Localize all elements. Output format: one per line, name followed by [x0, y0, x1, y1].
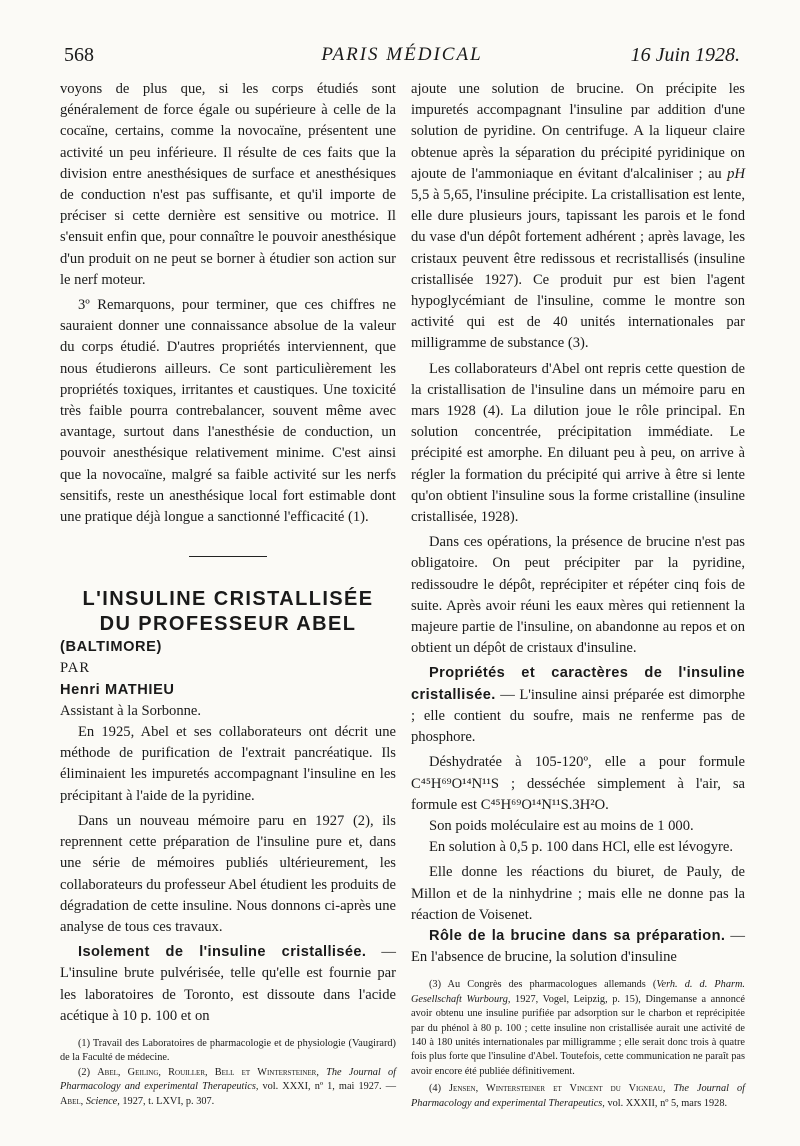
chemical-formula: C⁴⁵H⁶⁹O¹⁴N¹¹S.3H²O.	[480, 796, 609, 813]
paragraph-text: — L'insuline brute pulvérisée, telle qu'elle est fournie par les laboratoires de Toronto, est dissoute dans l'acide acétique à 10 p. 100 et on	[60, 944, 396, 1024]
footnote-text: 1927, t. LXVI, p. 307.	[122, 1095, 215, 1107]
left-column	[60, 79, 396, 1109]
paragraph: 3º Remarquons, pour terminer, que ces chiffres ne sauraient donner une connaissance absolue de la valeur du corps étudié. D'autres propriétés interviennent, que nous étudierons ailleurs. Ce sont particulièrement les propriétés toxiques, irritantes et caustiques. Une toxicité très faible pourra contrebalancer, souvent même avec avantage, surtout dans l'anesthésie de conduction, un pouvoir anesthésique relativement minime. C'est ainsi que la novocaïne, malgré sa faible activité sur les nerfs sensitifs, reste un anesthésique local fort estimable dont une pratique déjà longue a sanctionné l'efficacité (1).	[60, 297, 396, 526]
paragraph: Son poids moléculaire est au moins de 1 000.	[429, 817, 694, 834]
section-heading: Isolement de l'insuline cristallisée.	[78, 944, 367, 961]
footnote-journal: Science,	[85, 1095, 120, 1107]
footnote-authors: Abel, Geiling, Rouiller, Bell et Wintersteiner,	[97, 1066, 319, 1078]
footnote-text: 1927, Vogel, Leipzig, p. 15), Dingemanse a annoncé avoir obtenu une insuline purifiée par adsorption sur le charbon et reprécipitée par du phénol à 80 p. 100 ; cette insuline non cristallisée aurait une activité de 140 à 180 unités internationales par milligramme ; elle serait donc trois à quatre fois plus forte que l'insuline d'Abel. Toutefois, cette communication ne paraît pas avoir encore été publiée définitivement.	[411, 993, 745, 1077]
paragraph-text: Déshydratée à 105-120º, elle a pour formule	[429, 754, 745, 771]
author-affiliation: Assistant à la Sorbonne.	[60, 702, 202, 719]
footnote-3	[411, 978, 745, 1079]
chemical-formula: C⁴⁵H⁶⁹O¹⁴N¹¹S	[411, 775, 500, 792]
paragraph	[411, 752, 745, 816]
footnotes	[60, 1037, 396, 1109]
footnote-number: (4)	[429, 1083, 450, 1095]
footnote-1: (1) Travail des Laboratoires de pharmacologie et de physiologie (Vaugirard) de la Faculté de médecine.	[60, 1037, 396, 1064]
paragraph-text: ; desséchée simplement à l'air, sa formule est	[411, 775, 745, 813]
paragraph: En solution à 0,5 p. 100 dans HCl, elle est lévogyre.	[429, 839, 733, 856]
running-header	[64, 44, 740, 70]
paragraph-text: — L'insuline ainsi préparée est dimorphe ; elle contient du soufre, mais ne renferme pas de phosphore.	[411, 686, 745, 746]
footnote-2	[60, 1066, 396, 1109]
paragraph-text: — En l'absence de brucine, la solution d'insuline	[411, 927, 745, 966]
footnote-journal: The Journal of Pharmacology and experimental Therapeutics,	[60, 1066, 396, 1093]
footnote-number: (2)	[78, 1066, 98, 1078]
paragraph	[411, 663, 745, 748]
footnote-authors: Jensen, Wintersteiner et Vincent du Vigneau,	[449, 1083, 666, 1095]
section-heading: Propriétés et caractères de l'insuline cristallisée.	[411, 665, 745, 703]
footnote-4	[411, 1082, 745, 1111]
article-title	[60, 587, 396, 637]
section-divider	[189, 556, 267, 557]
paragraph-text: 5,5 à 5,65, l'insuline précipite. La cristallisation est lente, elle dure plusieurs jours, tapissant les parois et le fond du vase d'un dépôt fortement adhérent ; après lavage, les cristaux peuvent être redissous et recristallisés (insuline cristallisée 1927). Ce produit pur est bien l'agent hypoglycémiant de l'insuline, comme le montre son activité qui est de 40 unités internationales par milligramme de substance (3).	[411, 187, 745, 352]
footnote-journal: The Journal of Pharmacology and experimental Therapeutics,	[411, 1083, 745, 1109]
footnote-authors: Abel,	[60, 1095, 84, 1107]
page-number: 568	[64, 44, 94, 66]
paragraph-text: ajoute une solution de brucine. On précipite les impuretés accompagnant l'insuline par addition d'une solution de pyridine. On centrifuge. A la liqueur claire obtenue après la séparation du précipité pyridinique on ajoute de l'ammoniaque en évitant d'alcaliniser ; au	[411, 81, 745, 182]
paragraph: En 1925, Abel et ses collaborateurs ont décrit une méthode de purification de l'extrait pancréatique. Ils éliminaient les impuretés accompagnant l'insuline en les précipitant à l'aide de la pyridine.	[60, 724, 396, 804]
footnote-text: vol. XXXI, nº 1, mai 1927. —	[262, 1081, 396, 1093]
footnotes	[411, 978, 745, 1111]
paragraph: Elle donne les réactions du biuret, de Pauly, de Millon et de la ninhydrine ; mais elle ne donne pas la réaction de Voisenet.	[411, 864, 745, 923]
footnote-text: (3) Au Congrès des pharmacologues allemands (	[429, 979, 657, 991]
article-title-line-1: L'INSULINE CRISTALLISÉE	[82, 588, 374, 611]
paragraph: Dans ces opérations, la présence de brucine n'est pas obligatoire. On peut précipiter par la pyridine, redissoudre le dépôt, reprécipiter et répéter cinq fois de suite. Après avoir réuni les eaux mères qui retiennent la majeure partie de l'insuline, on abandonne au repos et on obtient un dépôt de cristaux d'insuline.	[411, 534, 745, 657]
paragraph	[411, 79, 745, 355]
ph-symbol: pH	[727, 165, 745, 182]
author-name: Henri MATHIEU	[60, 681, 175, 698]
paragraph: Les collaborateurs d'Abel ont repris cette question de la cristallisation de l'insuline dans un mémoire paru en mars 1928 (4). La dilution joue le rôle principal. En solution concentrée, précipitation immédiate. Le précipité est amorphe. En diluant peu à peu, on arrive à régler la formation du précipité qui arrive à être si lente qu'on obtient l'insuline sous la forme cristalline (insuline cristallisée, 1928).	[411, 360, 745, 526]
byline-par: PAR	[60, 660, 91, 677]
footnote-journal: Verh. d. d. Pharm. Gesellschaft Wurbourg,	[411, 979, 745, 1005]
paragraph	[60, 942, 396, 1027]
journal-title: PARIS MÉDICAL	[321, 44, 483, 65]
issue-date: 16 Juin 1928.	[630, 44, 740, 66]
right-column	[411, 79, 745, 1111]
article-subtitle: (BALTIMORE)	[60, 639, 162, 656]
footnote-text: vol. XXXII, nº 5, mars 1928.	[604, 1097, 728, 1109]
section-heading: Rôle de la brucine dans sa préparation.	[429, 927, 726, 944]
paragraph	[411, 926, 745, 968]
paragraph: Dans un nouveau mémoire paru en 1927 (2), ils reprennent cette préparation de l'insuline pure et, dans une série de mémoires publiés ultérieurement, les collaborateurs du professeur Abel étudient les produits de dégradation de cette insuline. Nous donnons ci-après une analyse de tous ces travaux.	[60, 812, 396, 935]
article-title-line-2: DU PROFESSEUR ABEL	[99, 613, 357, 636]
paragraph: voyons de plus que, si les corps étudiés sont généralement de force égale ou supérieure à celle de la cocaïne, certains, comme la novocaïne, présentent une activité un peu inférieure. Il résulte de ces faits que la division entre anesthésiques de surface et anesthésiques de conduction n'est pas suffisante, et qu'il importe de préciser si cette dernière est sensitive ou motrice. Il s'ensuit enfin que, pour connaître le pouvoir anesthésique d'un produit on ne peut se borner à étudier son action sur le nerf moteur.	[60, 81, 396, 288]
